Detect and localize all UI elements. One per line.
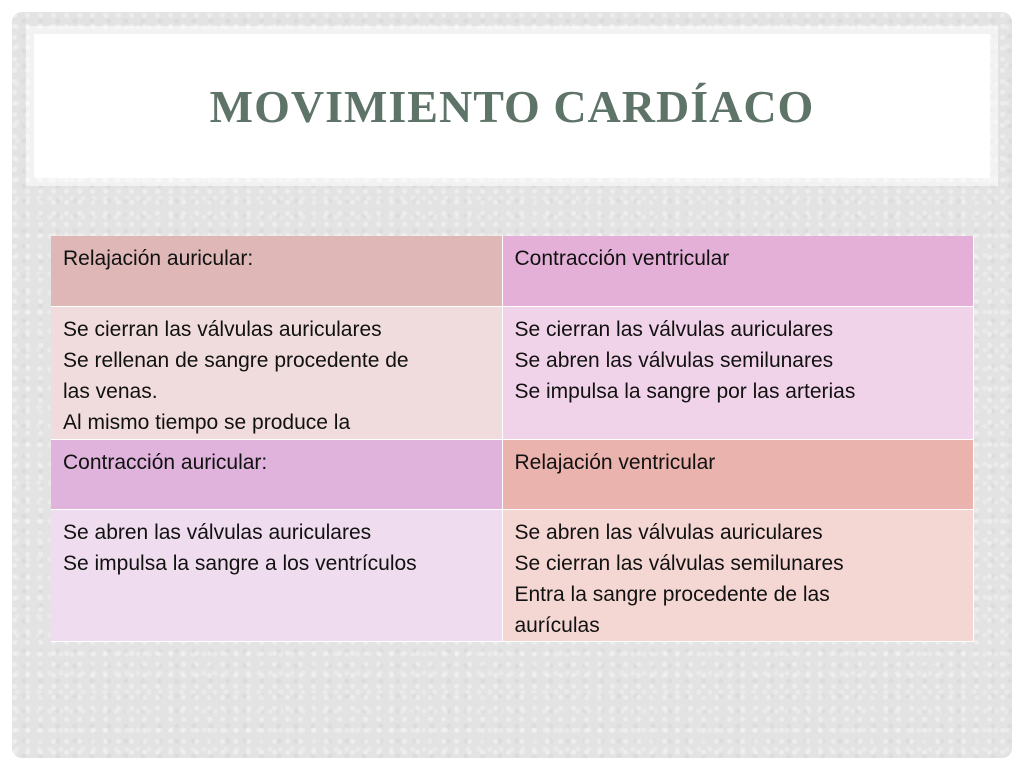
table-row — [51, 236, 973, 306]
cell-line: aurículas — [514, 613, 600, 637]
table-row — [51, 509, 973, 641]
table-row — [51, 306, 973, 439]
cell-line: las venas. — [63, 379, 158, 403]
cell-line: Al mismo tiempo se produce la — [63, 410, 351, 434]
body-cell-atrial-contraction — [51, 509, 502, 641]
slide-title: MOVIMIENTO CARDÍACO — [209, 80, 815, 132]
header-cell-ventricular-contraction: Contracción ventricular — [502, 236, 973, 306]
cell-line: Se abren las válvulas auriculares — [514, 520, 823, 544]
header-cell-ventricular-relaxation: Relajación ventricular — [502, 439, 973, 509]
body-cell-atrial-relaxation — [51, 306, 502, 439]
cell-line: Se rellenan de sangre procedente de — [63, 348, 409, 372]
body-cell-ventricular-contraction — [502, 306, 973, 439]
body-cell-ventricular-relaxation — [502, 509, 973, 641]
header-cell-atrial-relaxation: Relajación auricular: — [51, 236, 502, 306]
cell-line: Se cierran las válvulas semilunares — [514, 551, 844, 575]
header-cell-atrial-contraction: Contracción auricular: — [51, 439, 502, 509]
slide — [12, 12, 1012, 758]
cell-line: Entra la sangre procedente de las — [514, 582, 830, 606]
cardiac-cycle-table — [51, 236, 974, 642]
cell-line: Se impulsa la sangre a los ventrículos — [63, 551, 417, 575]
title-box — [34, 34, 990, 178]
table-row — [51, 439, 973, 509]
cell-line: Se cierran las válvulas auriculares — [63, 317, 382, 341]
cell-line: Se abren las válvulas auriculares — [63, 520, 372, 544]
cell-line: Se abren las válvulas semilunares — [514, 348, 834, 372]
cell-line: Se cierran las válvulas auriculares — [514, 317, 834, 341]
cell-line: Se impulsa la sangre por las arterias — [514, 379, 856, 403]
